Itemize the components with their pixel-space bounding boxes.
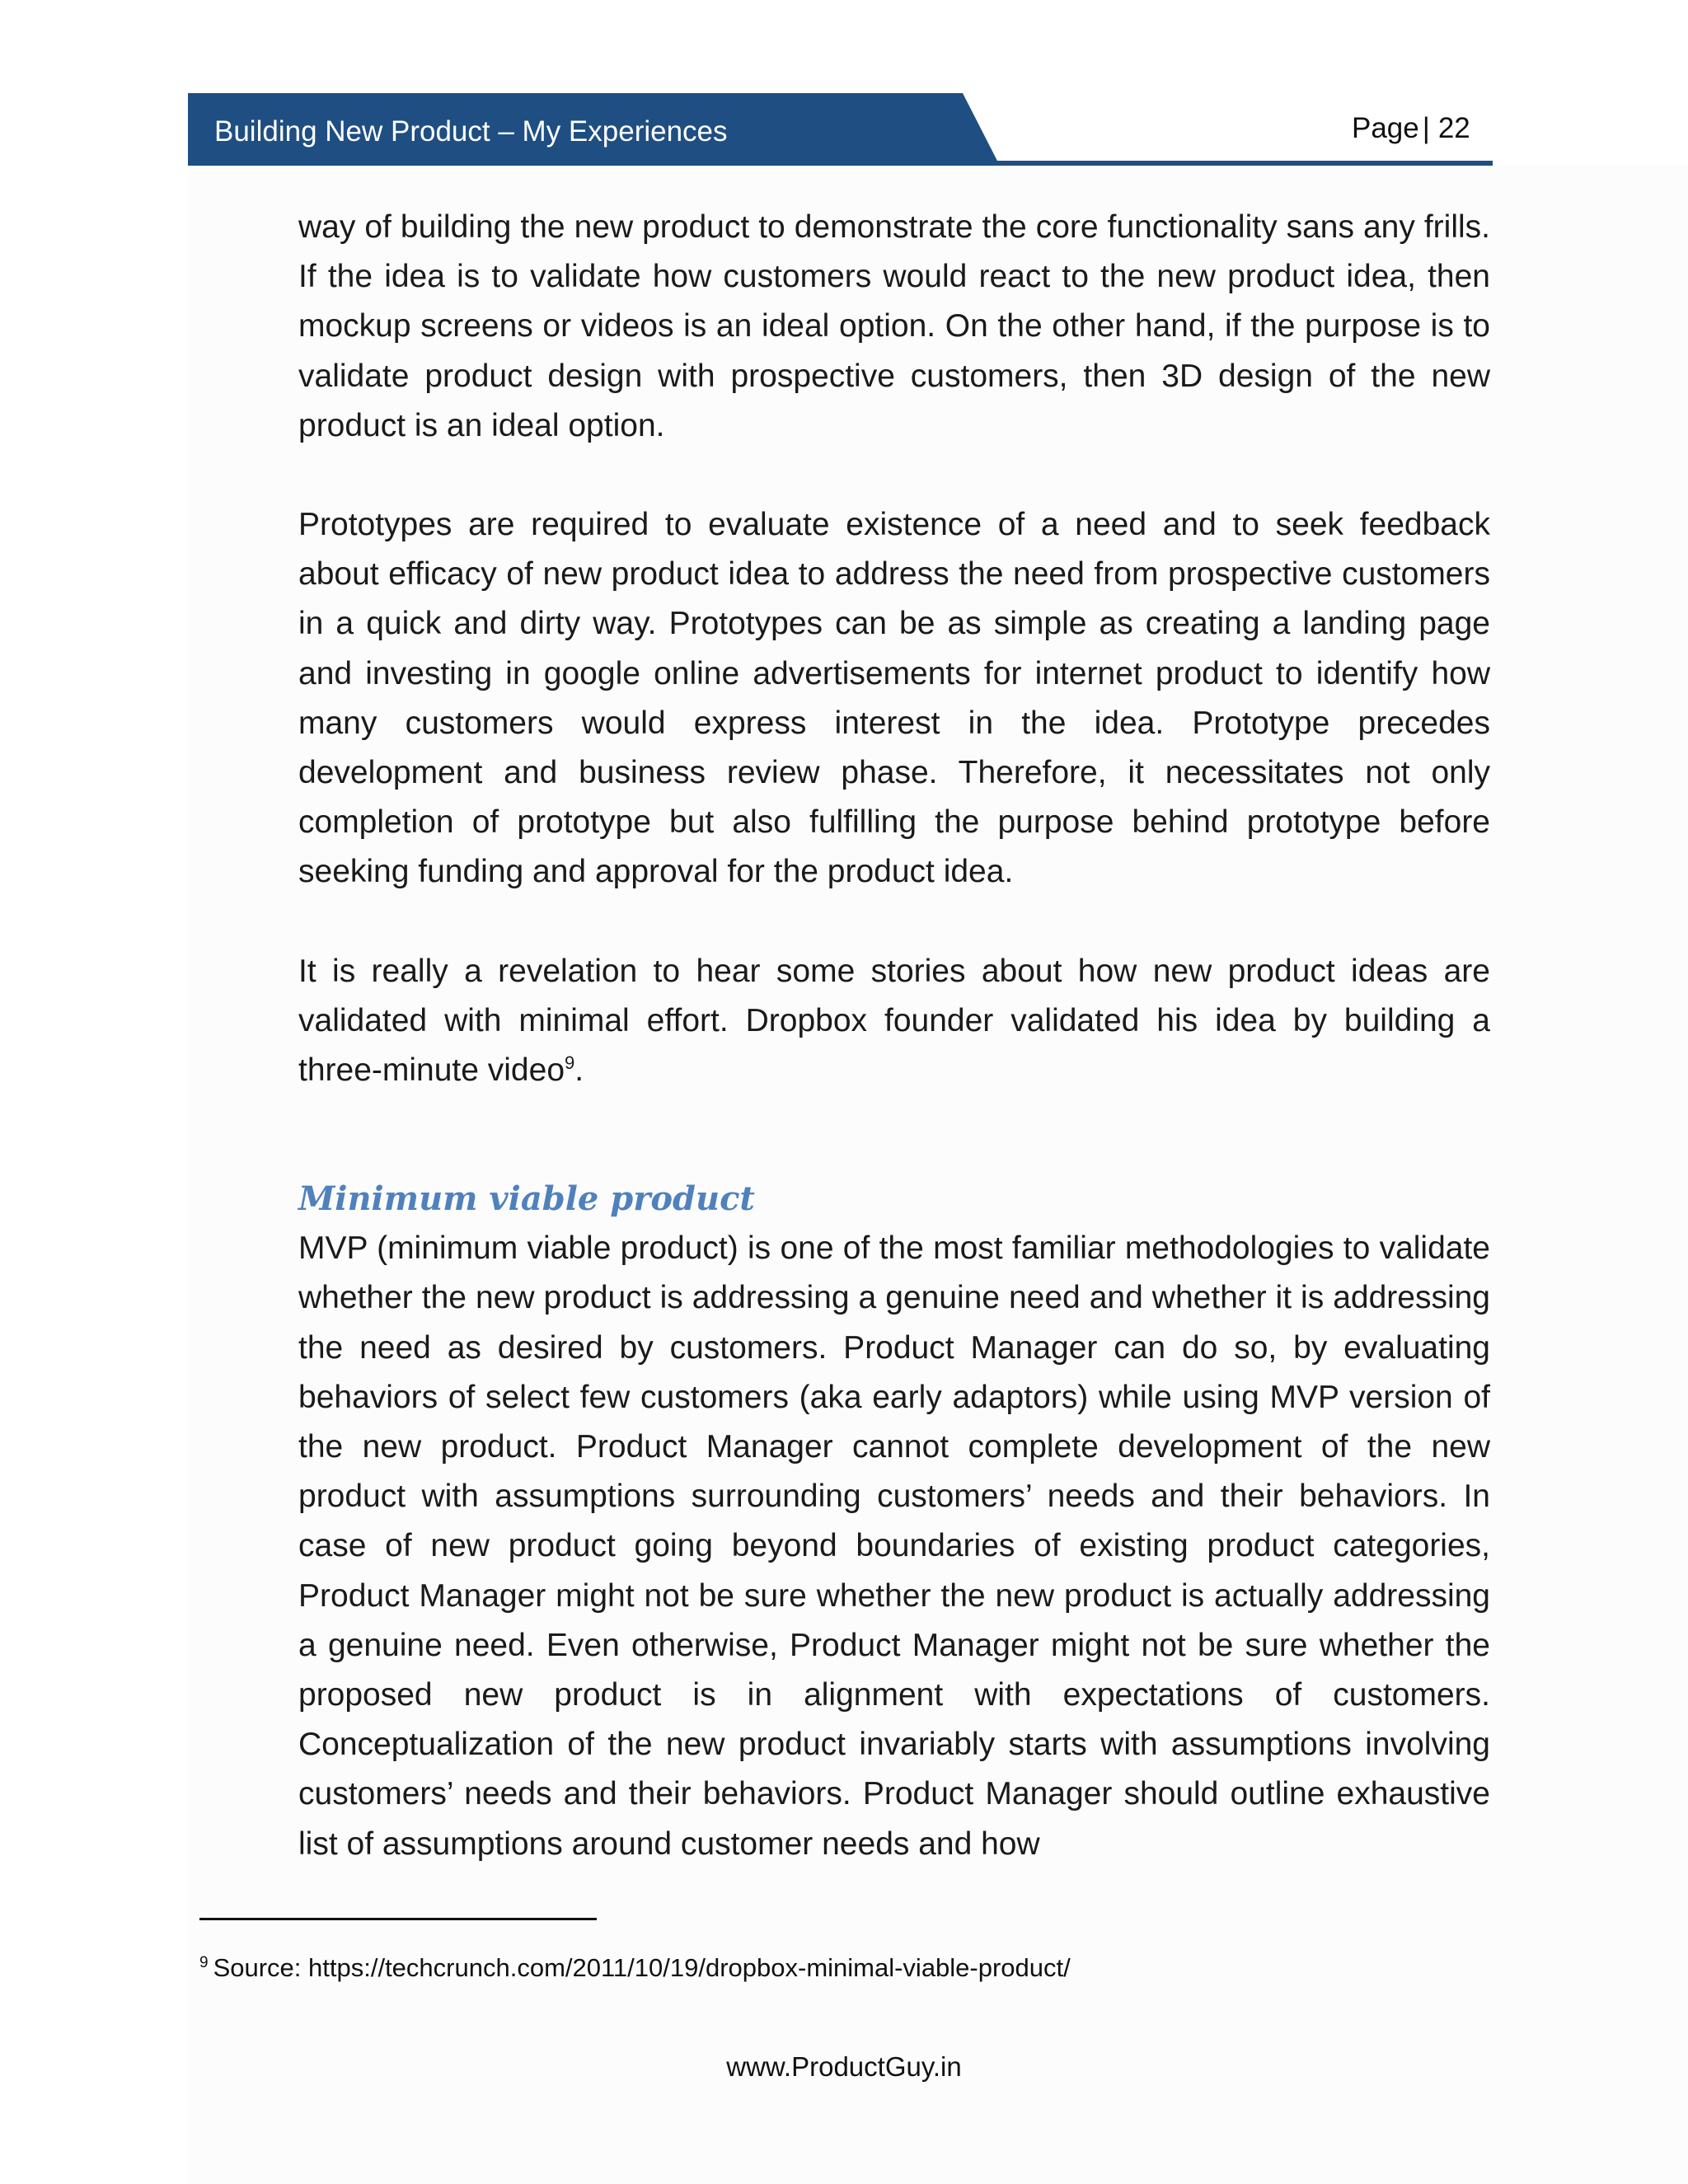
paragraph: way of building the new product to demonstrate the core functionality sans any frills. If the idea is to validate how customers would react to the new product idea, then mockup screens or videos is an ideal option. On the other hand, if the purpose is to validate product design with prospective customers, then 3D design of the new product is an ideal option. xyxy=(298,209,1490,443)
header-rule xyxy=(188,161,1493,166)
paragraph: Prototypes are required to evaluate existence of a need and to seek feedback about efficacy of new product idea to address the need from prospective customers in a quick and dirty way. Prototypes can be as simple as creating a landing page and investing in google online advertisements for internet product to identify how many customers would express interest in the idea. Prototype precedes development and business review phase. Therefore, it necessitates not only completion of prototype but also fulfilling the purpose behind prototype before seeking funding and approval for the product idea. xyxy=(298,507,1490,890)
footnote-reference[interactable]: 9 xyxy=(565,1052,575,1074)
page-label: Page xyxy=(1352,112,1419,144)
section-heading: Minimum viable product xyxy=(298,1179,755,1219)
body-content xyxy=(298,203,1490,1869)
footnote-number: 9 xyxy=(199,1953,209,1971)
section-body: MVP (minimum viable product) is one of the most familiar methodologies to validate whether the new product is addressing a genuine need and whether it is addressing the need as desired by customers. Product Manager can do so, by evaluating behaviors of select few customers (aka early adaptors) while using MVP version of the new product. Product Manager cannot complete development of the new product with assumptions surrounding customers’ needs and their behaviors. In case of new product going beyond boundaries of existing product categories, Product Manager might not be sure whether the new product is actually addressing a genuine need. Even otherwise, Product Manager might not be sure whether the proposed new product is in alignment with expectations of customers. Conceptualization of the new product invariably starts with assumptions involving customers’ needs and their behaviors. Product Manager should outline exhaustive list of assumptions around customer needs and how xyxy=(298,1230,1490,1862)
footnote xyxy=(199,1952,1071,1985)
footnote-divider xyxy=(199,1918,597,1920)
footer-website[interactable]: www.ProductGuy.in xyxy=(726,2051,962,2082)
page-separator: | xyxy=(1422,112,1430,144)
paragraph xyxy=(298,947,1490,1096)
document-title: Building New Product – My Experiences xyxy=(214,115,728,148)
page-indicator xyxy=(1352,110,1470,147)
paragraph-end: . xyxy=(574,1052,584,1089)
paragraph-spacer xyxy=(298,898,1490,947)
footnote-text[interactable]: Source: https://techcrunch.com/2011/10/19/dropbox-minimal-viable-product/ xyxy=(213,1953,1071,1982)
paragraph-text: It is really a revelation to hear some stories about how new product ideas are validated with minimal effort. Dropbox founder validated his idea by building a three-minute video xyxy=(298,953,1490,1089)
page-number: 22 xyxy=(1437,112,1470,144)
paragraph-spacer xyxy=(298,451,1490,500)
section-spacer xyxy=(298,1095,1490,1174)
